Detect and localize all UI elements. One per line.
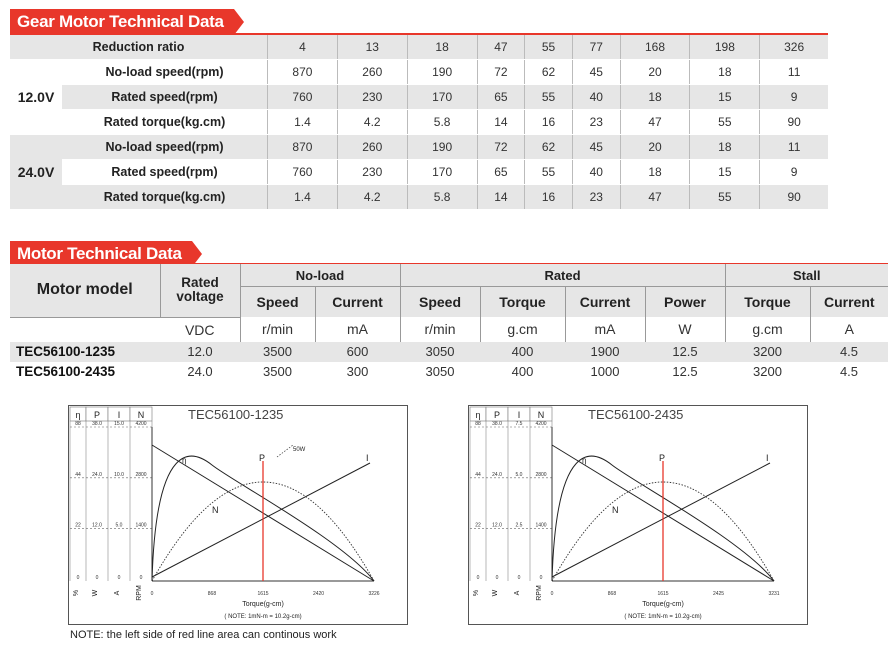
scale-value: 0 xyxy=(495,575,499,581)
chart-note: ( NOTE: 1mN-m = 10.2g-cm) xyxy=(624,614,702,620)
motor-unit: W xyxy=(645,317,725,342)
power-mark-label: 50W xyxy=(293,447,306,453)
gear-value-cell: 47 xyxy=(620,110,690,135)
chart-tec56100-1235 xyxy=(68,405,408,625)
scale-header-2: I xyxy=(117,410,121,420)
motor-model: TEC56100-1235 xyxy=(10,342,160,362)
scale-header-1: P xyxy=(493,410,501,420)
scale-unit: A xyxy=(514,590,521,596)
x-tick-label: 1615 xyxy=(657,591,669,597)
motor-row xyxy=(10,342,888,362)
motor-value: 4.5 xyxy=(810,342,888,362)
gear-value-cell: 230 xyxy=(337,160,407,185)
ratio-label: Reduction ratio xyxy=(10,35,268,60)
scale-value: 38.0 xyxy=(92,421,102,427)
gear-value-cell: 870 xyxy=(268,60,338,85)
gear-value-cell: 260 xyxy=(337,135,407,160)
scale-unit: % xyxy=(73,589,80,597)
gear-value-cell: 1.4 xyxy=(268,185,338,210)
scale-unit: W xyxy=(92,589,99,597)
gear-value-cell: 190 xyxy=(407,60,477,85)
scale-value: 10.0 xyxy=(114,471,124,478)
motor-row xyxy=(10,362,888,382)
units-blank xyxy=(10,317,160,342)
ratio-cell: 168 xyxy=(620,35,690,60)
scale-value: 12.0 xyxy=(492,522,502,529)
gear-value-cell: 62 xyxy=(525,135,573,160)
motor-value: 4.5 xyxy=(839,364,859,379)
gear-value-cell: 14 xyxy=(477,185,525,210)
scale-value: 1400 xyxy=(135,522,147,529)
label-n: N xyxy=(612,505,619,515)
motor-subheader: Current xyxy=(565,287,645,318)
x-axis-label: Torque(g-cm) xyxy=(642,601,684,608)
x-tick-label: 1615 xyxy=(257,591,269,597)
motor-value: 3200 xyxy=(753,364,782,379)
gear-row-label: Rated torque(kg.cm) xyxy=(62,185,268,210)
label-p: P xyxy=(259,453,266,463)
motor-model: TEC56100-2435 xyxy=(16,364,116,379)
label-n: N xyxy=(212,505,219,515)
scale-value: 22 xyxy=(75,522,81,529)
motor-unit: VDC xyxy=(184,321,215,338)
motor-subheader: Current xyxy=(810,287,888,318)
gear-value-cell: 230 xyxy=(337,85,407,110)
footer-note: NOTE: the left side of red line area can continous work xyxy=(70,629,337,641)
gear-value-cell: 190 xyxy=(407,135,477,160)
rated-voltage-header: Rated voltage xyxy=(160,264,240,317)
gear-value-cell: 47 xyxy=(620,185,690,210)
gear-value-cell: 5.8 xyxy=(407,185,477,210)
gear-value-cell: 16 xyxy=(525,110,573,135)
scale-header-0: η xyxy=(475,410,481,420)
gear-row-label: Rated torque(kg.cm) xyxy=(62,110,268,135)
scale-value: 2800 xyxy=(535,471,547,478)
gear-value-cell: 90 xyxy=(760,185,828,210)
gear-title: Gear Motor Technical Data xyxy=(10,9,234,35)
x-tick-label: 868 xyxy=(207,591,217,597)
ratio-cell: 18 xyxy=(407,35,477,60)
gear-value-cell: 870 xyxy=(268,135,338,160)
motor-value: 24.0 xyxy=(187,364,213,379)
motor-value: 3050 xyxy=(400,342,480,362)
scale-value: 15.0 xyxy=(114,421,124,427)
motor-unit: A xyxy=(810,317,888,342)
motor-unit: g.cm xyxy=(725,317,810,342)
label-eta: η xyxy=(182,456,187,465)
gear-row-label: Rated speed(rpm) xyxy=(62,160,268,185)
x-axis-label: Torque(g-cm) xyxy=(242,601,284,608)
scale-header-3: N xyxy=(137,410,145,420)
motor-value: 3200 xyxy=(725,342,810,362)
gear-value-cell: 40 xyxy=(572,85,620,110)
motor-subheader: Speed xyxy=(400,287,480,318)
gear-value-cell: 18 xyxy=(690,60,760,85)
gear-value-cell: 760 xyxy=(268,85,338,110)
rated-header: Rated xyxy=(400,264,725,287)
x-tick-label: 868 xyxy=(607,591,617,597)
chart-tec56100-2435 xyxy=(468,405,808,625)
gear-row-label: No-load speed(rpm) xyxy=(62,135,268,160)
motor-value: 1900 xyxy=(565,342,645,362)
motor-value: 600 xyxy=(315,342,400,362)
scale-value: 0 xyxy=(517,575,521,581)
scale-value: 4200 xyxy=(135,421,147,427)
ratio-cell: 55 xyxy=(525,35,573,60)
motor-subheader: Torque xyxy=(725,287,810,318)
gear-value-cell: 9 xyxy=(760,160,828,185)
noload-header: No-load xyxy=(240,264,400,287)
motor-unit: g.cm xyxy=(480,317,565,342)
scale-value: 0 xyxy=(539,575,543,581)
scale-value: 88 xyxy=(75,421,81,427)
motor-unit: mA xyxy=(565,317,645,342)
motor-subheader: Current xyxy=(315,287,400,318)
scale-value: 5.0 xyxy=(115,522,123,529)
gear-value-cell: 170 xyxy=(407,85,477,110)
gear-value-cell: 65 xyxy=(477,160,525,185)
gear-value-cell: 55 xyxy=(525,160,573,185)
scale-value: 0 xyxy=(95,575,99,581)
gear-value-cell: 760 xyxy=(268,160,338,185)
chart-note: ( NOTE: 1mN-m = 10.2g-cm) xyxy=(224,614,302,620)
voltage-label: 12.0V xyxy=(10,60,62,135)
gear-row-label: Rated speed(rpm) xyxy=(62,85,268,110)
gear-value-cell: 40 xyxy=(572,160,620,185)
gear-value-cell: 20 xyxy=(620,60,690,85)
ratio-cell: 4 xyxy=(268,35,338,60)
motor-subheader: Torque xyxy=(480,287,565,318)
scale-value: 44 xyxy=(75,471,81,478)
scale-value: 0 xyxy=(476,575,480,581)
x-tick-label: 2425 xyxy=(712,591,725,597)
chart-title: TEC56100-2435 xyxy=(588,407,684,422)
gear-value-cell: 11 xyxy=(760,60,828,85)
gear-value-cell: 55 xyxy=(690,185,760,210)
scale-value: 2.5 xyxy=(515,522,523,529)
scale-value: 0 xyxy=(139,575,143,581)
scale-unit: A xyxy=(114,590,121,596)
gear-value-cell: 5.8 xyxy=(407,110,477,135)
scale-value: 1400 xyxy=(535,522,547,529)
gear-value-cell: 23 xyxy=(572,185,620,210)
gear-value-cell: 18 xyxy=(690,135,760,160)
gear-value-cell: 15 xyxy=(690,160,760,185)
gear-value-cell: 72 xyxy=(477,60,525,85)
x-tick-label: 2420 xyxy=(312,591,325,597)
label-i: I xyxy=(766,453,769,463)
gear-value-cell: 72 xyxy=(477,135,525,160)
gear-value-cell: 18 xyxy=(620,160,690,185)
x-tick-label: 0 xyxy=(150,591,154,597)
x-tick-label: 3226 xyxy=(368,591,380,597)
gear-table xyxy=(10,35,828,210)
scale-value: 88 xyxy=(475,421,481,427)
motor-value: 12.0 xyxy=(160,342,240,362)
gear-value-cell: 18 xyxy=(620,85,690,110)
scale-value: 44 xyxy=(475,471,481,478)
gear-value-cell: 260 xyxy=(337,60,407,85)
motor-unit: r/min xyxy=(400,317,480,342)
gear-value-cell: 90 xyxy=(760,110,828,135)
motor-value: 300 xyxy=(346,364,369,379)
x-tick-label: 3231 xyxy=(768,591,780,597)
ratio-cell: 47 xyxy=(477,35,525,60)
gear-value-cell: 45 xyxy=(572,135,620,160)
motor-value: 400 xyxy=(511,364,534,379)
scale-value: 0 xyxy=(76,575,80,581)
scale-header-3: N xyxy=(537,410,545,420)
scale-unit: RPM xyxy=(536,585,543,601)
motor-title: Motor Technical Data xyxy=(10,241,192,267)
scale-value: 12.0 xyxy=(92,522,102,529)
gear-value-cell: 23 xyxy=(572,110,620,135)
label-eta: η xyxy=(582,456,587,465)
gear-value-cell: 45 xyxy=(572,60,620,85)
motor-unit: r/min xyxy=(240,317,315,342)
gear-value-cell: 1.4 xyxy=(268,110,338,135)
gear-value-cell: 55 xyxy=(525,85,573,110)
gear-value-cell: 20 xyxy=(620,135,690,160)
scale-value: 0 xyxy=(117,575,121,581)
chart-title: TEC56100-1235 xyxy=(188,407,284,422)
motor-unit: mA xyxy=(315,317,400,342)
ratio-cell: 13 xyxy=(337,35,407,60)
scale-unit: % xyxy=(473,589,480,597)
gear-value-cell: 55 xyxy=(690,110,760,135)
gear-value-cell: 4.2 xyxy=(337,110,407,135)
x-tick-label: 0 xyxy=(550,591,554,597)
label-i: I xyxy=(366,453,369,463)
label-p: P xyxy=(659,453,666,463)
motor-value: 3050 xyxy=(425,364,455,379)
motor-model-header: Motor model xyxy=(10,264,160,317)
motor-subheader: Power xyxy=(645,287,725,318)
scale-value: 5.0 xyxy=(515,471,523,478)
scale-value: 2800 xyxy=(135,471,147,478)
motor-value: 12.5 xyxy=(672,364,698,379)
scale-unit: RPM xyxy=(136,585,143,601)
gear-value-cell: 9 xyxy=(760,85,828,110)
stall-header: Stall xyxy=(725,264,888,287)
scale-header-0: η xyxy=(75,410,81,420)
scale-unit: W xyxy=(492,589,499,597)
gear-value-cell: 15 xyxy=(690,85,760,110)
scale-header-1: P xyxy=(93,410,101,420)
motor-subheader: Speed xyxy=(240,287,315,318)
scale-value: 24.0 xyxy=(92,471,102,478)
gear-value-cell: 14 xyxy=(477,110,525,135)
gear-row-label: No-load speed(rpm) xyxy=(62,60,268,85)
motor-table xyxy=(10,264,888,382)
scale-value: 22 xyxy=(475,522,481,529)
motor-value: 1000 xyxy=(590,364,620,379)
gear-value-cell: 4.2 xyxy=(337,185,407,210)
motor-value: 12.5 xyxy=(645,342,725,362)
scale-value: 7.5 xyxy=(515,421,523,427)
scale-header-2: I xyxy=(517,410,521,420)
scale-value: 24.0 xyxy=(492,471,502,478)
scale-value: 4200 xyxy=(535,421,547,427)
gear-value-cell: 11 xyxy=(760,135,828,160)
gear-value-cell: 170 xyxy=(407,160,477,185)
ratio-cell: 77 xyxy=(572,35,620,60)
motor-value: 400 xyxy=(480,342,565,362)
ratio-cell: 326 xyxy=(760,35,828,60)
ratio-cell: 198 xyxy=(690,35,760,60)
scale-value: 38.0 xyxy=(492,421,502,427)
gear-value-cell: 65 xyxy=(477,85,525,110)
gear-value-cell: 62 xyxy=(525,60,573,85)
motor-value: 3500 xyxy=(263,364,292,379)
gear-value-cell: 16 xyxy=(525,185,573,210)
voltage-label: 24.0V xyxy=(10,135,62,210)
motor-value: 3500 xyxy=(240,342,315,362)
